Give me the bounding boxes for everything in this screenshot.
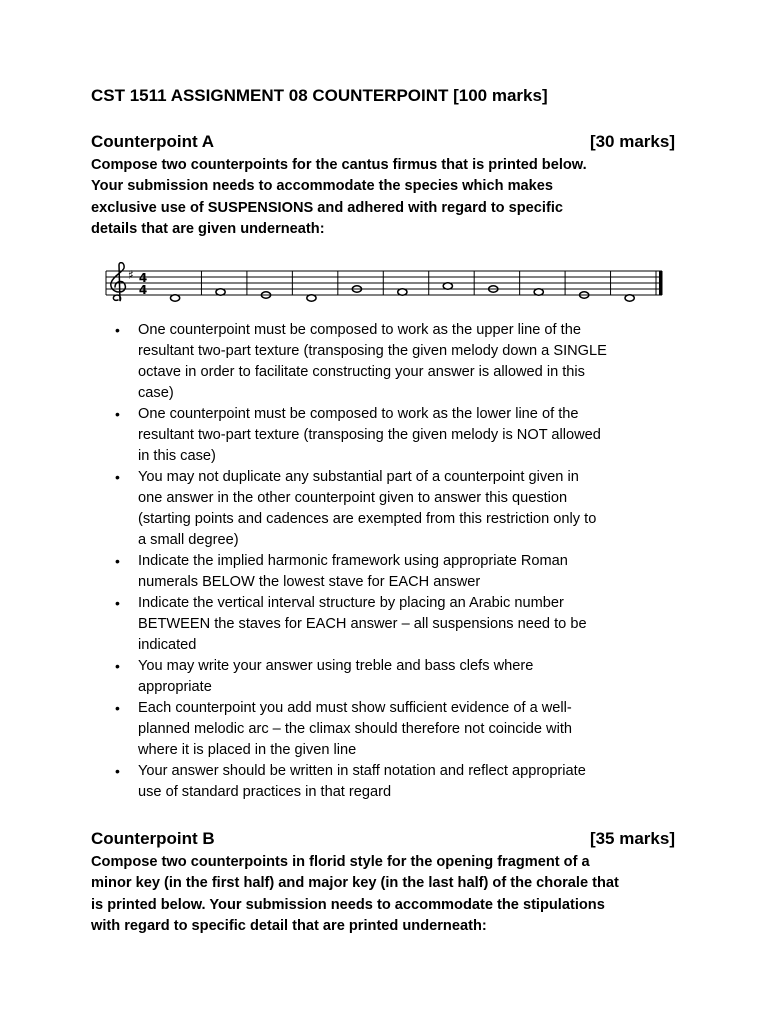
requirement-item: • You may not duplicate any substantial part of a counterpoint given in one answer in the other counterpoint given to answer this question (starting points and cadences are exempted from this restriction only to a small degree) <box>115 467 685 551</box>
requirement-item: • Your answer should be written in staff notation and reflect appropriate use of standard practices in that regard <box>115 761 685 803</box>
whole-note <box>398 289 407 295</box>
section-b-intro-line: Compose two counterpoints in florid style for the opening fragment of a <box>91 854 590 870</box>
requirement-item: • One counterpoint must be composed to work as the upper line of the resultant two-part texture (transposing the given melody down a SINGLE octave in order to facilitate constructing your answer is allowed in this case) <box>115 320 685 404</box>
whole-note <box>216 289 225 295</box>
document-title: CST 1511 ASSIGNMENT 08 COUNTERPOINT [100 marks] <box>91 86 548 105</box>
time-signature-bottom: 4 <box>138 283 148 297</box>
section-b-intro-line: with regard to specific detail that are printed underneath: <box>91 917 487 934</box>
whole-note <box>443 283 452 289</box>
section-a-intro-line: exclusive use of SUSPENSIONS and adhered with regard to specific <box>91 199 564 216</box>
section-a-header <box>91 132 675 152</box>
section-b-heading: Counterpoint B <box>91 829 215 848</box>
section-a-marks: [30 marks] <box>589 132 675 151</box>
whole-note <box>534 289 543 295</box>
section-a-intro-line: Compose two counterpoints for the cantus firmus that is printed below. <box>91 157 587 173</box>
staff-lines <box>106 271 662 295</box>
time-signature-top: 4 <box>138 271 148 285</box>
section-b-marks: [35 marks] <box>589 829 675 848</box>
key-signature-sharp: ♯ <box>128 268 134 282</box>
section-b-instructions <box>91 852 691 937</box>
whole-note <box>170 295 179 301</box>
whole-note <box>625 295 634 301</box>
section-b-header <box>91 829 675 849</box>
section-a-instructions <box>91 155 691 240</box>
requirement-item: • Each counterpoint you add must show sufficient evidence of a well- planned melodic arc – the climax should therefore not coincide with where it is placed in the given line <box>115 698 685 761</box>
cantus-firmus-staff <box>104 262 670 304</box>
requirements-list <box>115 320 685 803</box>
section-a-intro-line: Your submission needs to accommodate the species which makes <box>91 178 554 195</box>
section-a-intro-line: details that are given underneath: <box>91 220 325 237</box>
whole-note <box>307 295 316 301</box>
time-signature <box>139 271 147 297</box>
requirement-item: • One counterpoint must be composed to work as the lower line of the resultant two-part texture (transposing the given melody is NOT allowed in this case) <box>115 404 685 467</box>
final-barline <box>659 271 663 295</box>
section-a-heading: Counterpoint A <box>91 132 215 151</box>
requirement-item: • Indicate the vertical interval structure by placing an Arabic number BETWEEN the staves for EACH answer – all suspensions need to be indicated <box>115 593 685 656</box>
section-b-intro-line: is printed below. Your submission needs to accommodate the stipulations <box>91 896 605 913</box>
section-b-intro-line: minor key (in the first half) and major key (in the last half) of the chorale that <box>91 875 619 892</box>
requirement-item: • Indicate the implied harmonic framework using appropriate Roman numerals BELOW the lowest stave for EACH answer <box>115 551 685 593</box>
requirement-item: • You may write your answer using treble and bass clefs where appropriate <box>115 656 685 698</box>
